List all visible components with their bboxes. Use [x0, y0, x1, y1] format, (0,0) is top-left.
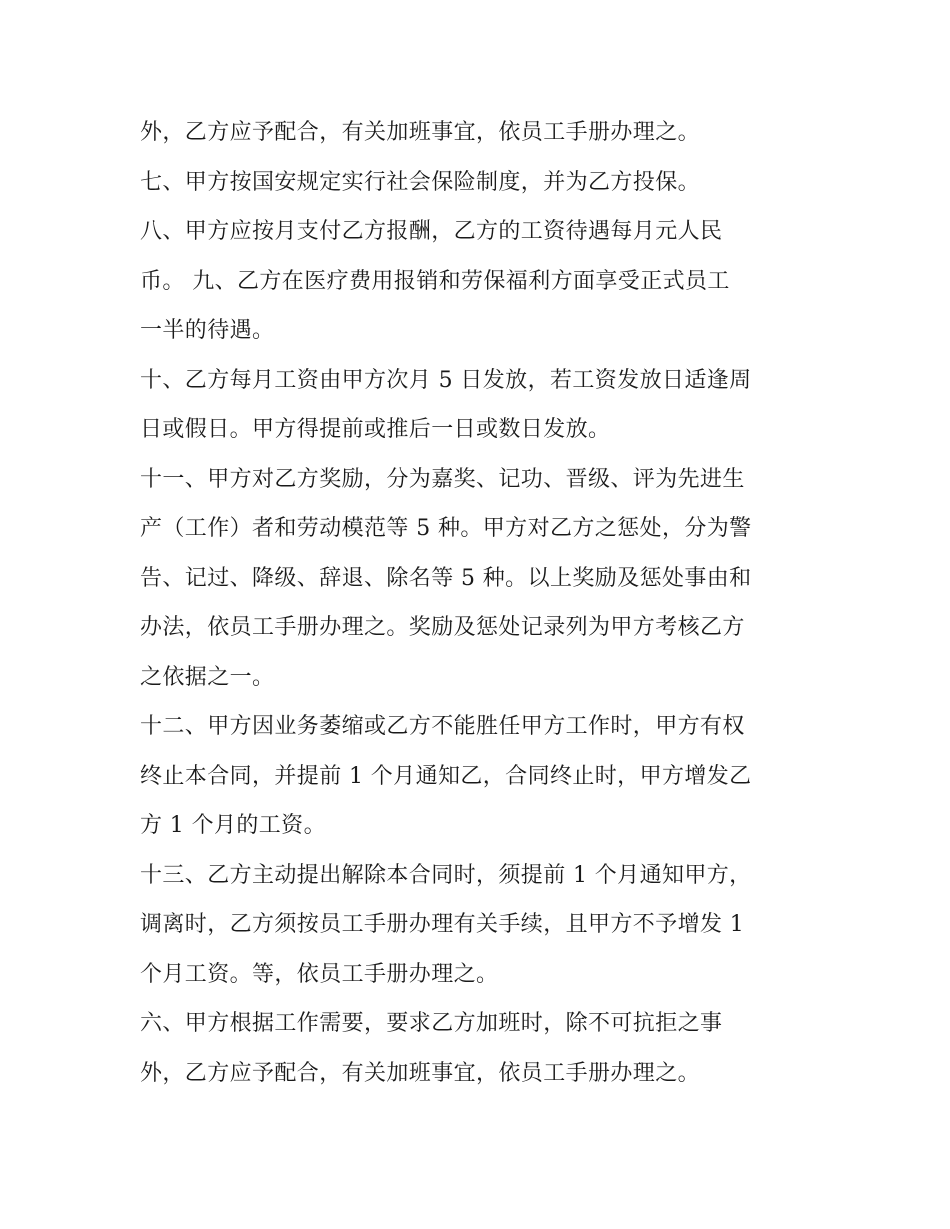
text-line: 产（工作）者和劳动模范等 5 种。甲方对乙方之惩处，分为警 — [140, 516, 752, 541]
text-line: 之依据之一。 — [140, 664, 275, 690]
text-line: 十三、乙方主动提出解除本合同时，须提前 1 个月通知甲方， — [140, 862, 752, 888]
document-body — [140, 108, 820, 1098]
text-line: 七、甲方按国安规定实行社会保险制度，并为乙方投保。 — [140, 169, 701, 195]
text-line: 告、记过、降级、辞退、除名等 5 种。以上奖励及惩处事由和 — [140, 565, 752, 591]
text-line: 日或假日。甲方得提前或推后一日或数日发放。 — [140, 417, 611, 442]
text-line: 方 1 个月的工资。 — [140, 813, 326, 838]
text-line: 终止本合同，并提前 1 个月通知乙，合同终止时，甲方增发乙 — [140, 763, 752, 789]
text-line: 六、甲方根据工作需要，要求乙方加班时，除不可抗拒之事 — [140, 1011, 723, 1036]
text-line: 调离时，乙方须按员工手册办理有关手续，且甲方不予增发 1 — [140, 912, 745, 937]
text-line: 办法，依员工手册办理之。奖励及惩处记录列为甲方考核乙方 — [140, 615, 745, 640]
text-line: 一半的待遇。 — [140, 318, 275, 343]
text-line: 币。 九、乙方在医疗费用报销和劳保福利方面享受正式员工 — [140, 268, 730, 294]
text-line: 外，乙方应予配合，有关加班事宜，依员工手册办理之。 — [140, 1060, 701, 1086]
text-line: 十、乙方每月工资由甲方次月 5 日发放，若工资发放日适逢周 — [140, 367, 752, 393]
text-line: 八、甲方应按月支付乙方报酬，乙方的工资待遇每月元人民 — [140, 219, 723, 244]
text-line: 外，乙方应予配合，有关加班事宜，依员工手册办理之。 — [140, 120, 701, 145]
text-line: 十二、甲方因业务萎缩或乙方不能胜任甲方工作时，甲方有权 — [140, 714, 745, 739]
text-line: 个月工资。等，依员工手册办理之。 — [140, 961, 499, 987]
text-line: 十一、甲方对乙方奖励，分为嘉奖、记功、晋级、评为先进生 — [140, 466, 745, 492]
